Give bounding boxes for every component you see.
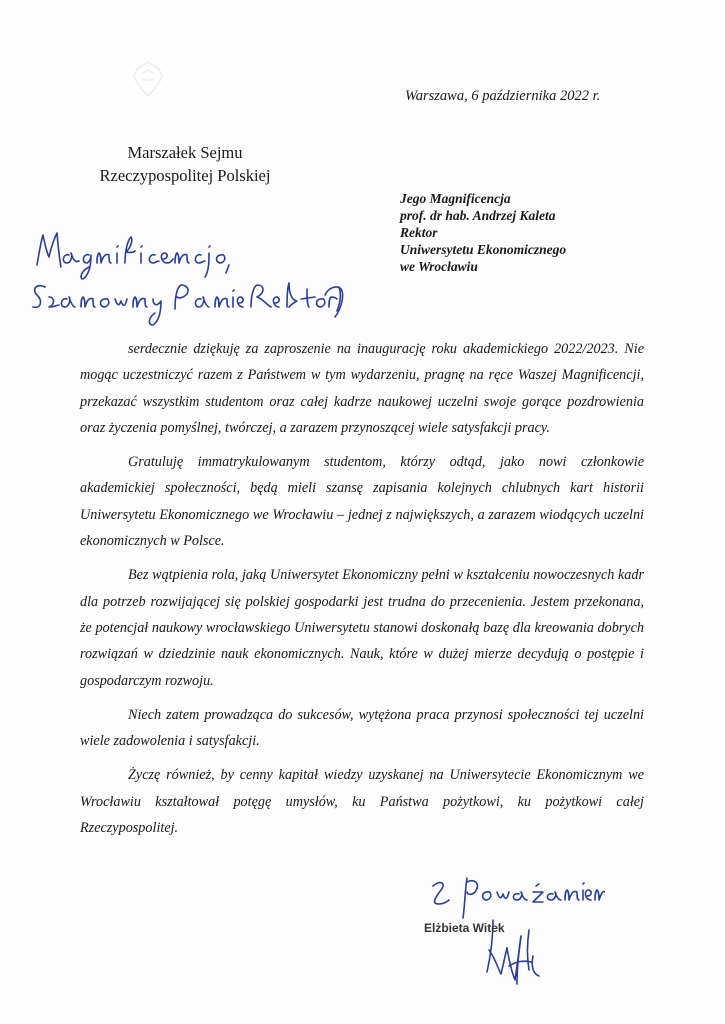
recipient-line: Uniwersytetu Ekonomicznego	[400, 242, 567, 257]
sender-title: Marszałek Sejmu	[127, 143, 243, 162]
recipient-line: prof. dr hab. Andrzej Kaleta	[400, 208, 556, 223]
body-paragraph: Gratuluję immatrykulowanym studentom, którzy odtąd, jako nowi członkowie akademickiej społeczności, będą mieli szansę zapisania kolejnych chlubnych kart historii Uniwersytetu Ekonomicznego we Wrocławiu – jednej z największych, a zarazem wiodących uczelni ekonomicznych w Polsce.	[80, 454, 644, 550]
recipient-line: Jego Magnificencja	[400, 191, 511, 206]
sender-institution: Rzeczypospolitej Polskiej	[99, 166, 271, 185]
emblem-emboss-icon	[128, 58, 168, 100]
body-paragraph: Bez wątpienia rola, jaką Uniwersytet Ekonomiczny pełni w kształceniu nowoczesnych kadr dla potrzeb rozwijającej się polskiej gospodarki jest trudna do przecenienia. Jestem przekonana, że potencjał naukowy wrocławskiego Uniwersytetu stanowi doskonałą bazę dla kreowania dobrych rozwiązań w dziedzinie nauk ekonomicznych. Nauk, które w dużej mierze decydują o postępie i gospodarczym rozwoju.	[80, 567, 644, 689]
body-paragraph: Życzę również, by cenny kapitał wiedzy uzyskanej na Uniwersytecie Ekonomicznym we Wrocławiu kształtował potęgę umysłów, ku Państwa pożytkowi, ku pożytkowi całej Rzeczypospolitej.	[80, 767, 644, 837]
recipient-block	[400, 190, 566, 275]
letter-body	[80, 336, 644, 841]
body-paragraph: Niech zatem prowadząca do sukcesów, wytężona praca przynosi społeczności tej uczelni wiele zadowolenia i satysfakcji.	[80, 706, 644, 750]
body-paragraph: serdecznie dziękuję za zaproszenie na inaugurację roku akademickiego 2022/2023. Nie mogąc uczestniczyć razem z Państwem w tym wydarzeniu, pragnę na ręce Waszej Magnificencji, przekazać wszystkim studentom oraz całej kadrze naukowej uczelni swoje gorące pozdrowienia oraz życzenia pomyślnej, twórczej, a zarazem przynoszącej wiele satysfakcji pracy.	[80, 341, 644, 436]
signer-name: Elżbieta Witek	[424, 921, 505, 935]
handwritten-greeting	[25, 225, 345, 335]
recipient-line: Rektor	[400, 225, 438, 240]
date-line: Warszawa, 6 października 2022 r.	[405, 88, 601, 104]
recipient-line: we Wrocławiu	[400, 259, 478, 274]
